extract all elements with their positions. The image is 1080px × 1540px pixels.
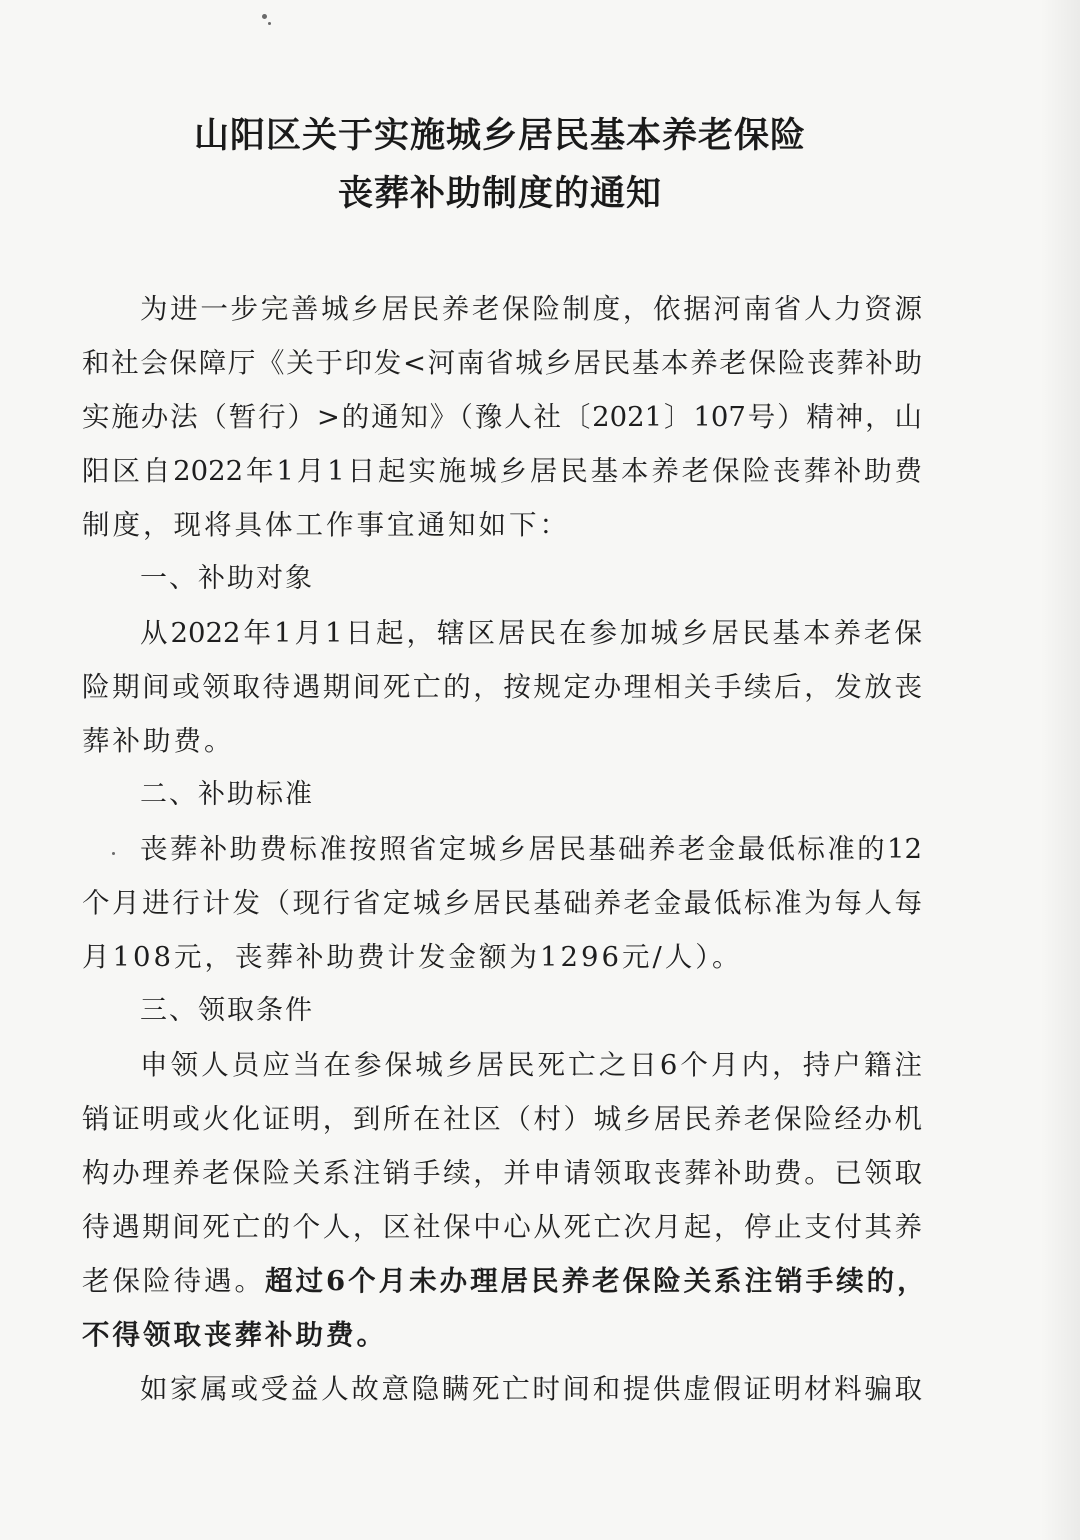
section3-line-6-bold: 不得领取丧葬补助费。 <box>82 1319 387 1351</box>
document-title-line-1: 山阳区关于实施城乡居民基本养老保险 <box>194 116 807 156</box>
section3-line-2: 销证明或火化证明，到所在社区（村）城乡居民养老保险经办机 <box>82 1103 922 1135</box>
section2-line-2: 个月进行计发（现行省定城乡居民基础养老金最低标准为每人每 <box>82 887 922 919</box>
scan-speck <box>268 22 271 25</box>
intro-line-2: 和社会保障厅《关于印发<河南省城乡居民基本养老保险丧葬补助 <box>82 347 922 379</box>
section-heading-3: 三、领取条件 <box>140 995 314 1026</box>
intro-line-4: 阳区自2022年1月1日起实施城乡居民基本养老保险丧葬补助费 <box>82 455 922 487</box>
intro-line-5: 制度，现将具体工作事宜通知如下： <box>82 509 570 541</box>
section1-line-1: 从2022年1月1日起，辖区居民在参加城乡居民基本养老保 <box>140 617 922 649</box>
section1-line-2: 险期间或领取待遇期间死亡的，按规定办理相关手续后，发放丧 <box>82 671 922 703</box>
section3-line-1: 申领人员应当在参保城乡居民死亡之日6个月内，持户籍注 <box>140 1049 922 1081</box>
intro-line-1: 为进一步完善城乡居民养老保险制度，依据河南省人力资源 <box>140 293 922 325</box>
section1-line-3: 葬补助费。 <box>82 725 235 757</box>
section3-line-5-bold: 超过6个月未办理居民养老保险关系注销手续的， <box>265 1265 928 1297</box>
section2-line-1: 丧葬补助费标准按照省定城乡居民基础养老金最低标准的12 <box>140 833 922 865</box>
document-title-line-2: 丧葬补助制度的通知 <box>338 174 663 214</box>
scan-speck <box>112 852 115 855</box>
section3-line-4: 待遇期间死亡的个人，区社保中心从死亡次月起，停止支付其养 <box>82 1211 922 1243</box>
final-paragraph-line-1: 如家属或受益人故意隐瞒死亡时间和提供虚假证明材料骗取 <box>140 1373 922 1405</box>
section2-line-3: 月108元，丧葬补助费计发金额为1296元/人）。 <box>82 941 743 973</box>
section-heading-2: 二、补助标准 <box>140 779 314 810</box>
section-heading-1: 一、补助对象 <box>140 563 314 594</box>
intro-line-3: 实施办法（暂行）>的通知》（豫人社〔2021〕107号）精神，山 <box>82 401 922 433</box>
section3-line-5 <box>82 1264 928 1298</box>
section3-line-5-normal: 老保险待遇。 <box>82 1265 265 1297</box>
section3-line-3: 构办理养老保险关系注销手续，并申请领取丧葬补助费。已领取 <box>82 1157 922 1189</box>
scan-speck <box>262 14 267 19</box>
